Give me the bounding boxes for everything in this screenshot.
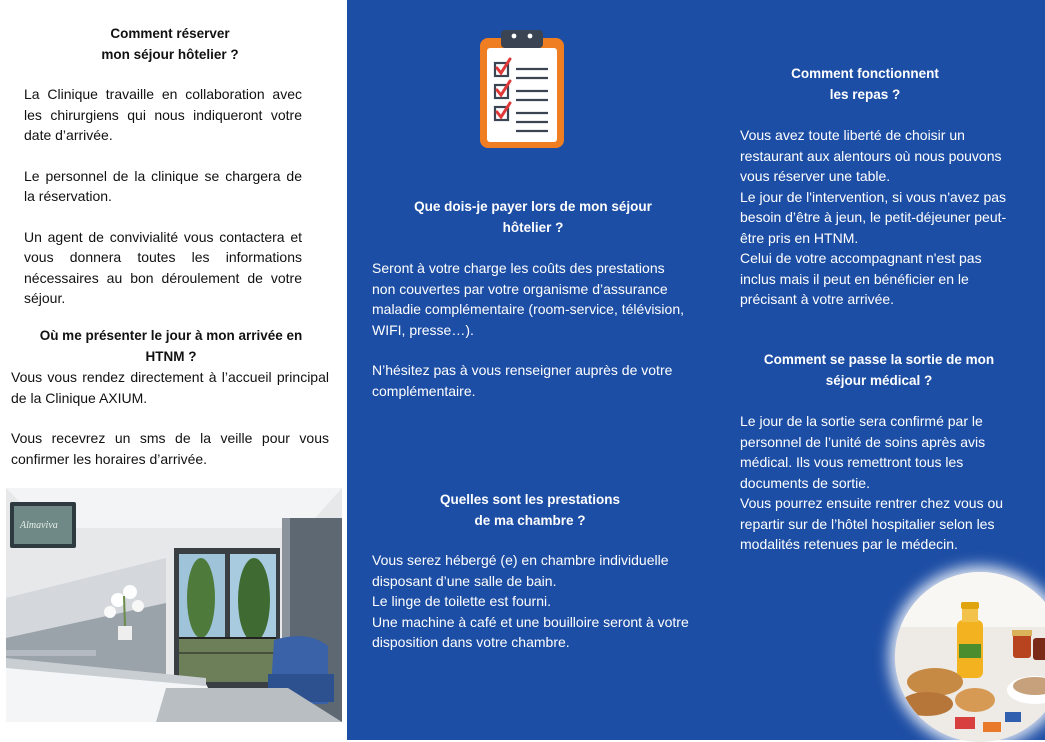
section-title-discharge: Comment se passe la sortie de mon séjour médical ? <box>763 352 995 388</box>
paragraph: Le personnel de la clinique se chargera de la réservation. <box>24 167 302 204</box>
paragraph: Vous serez hébergé (e) en chambre individuelle disposant d’une salle de bain. <box>372 552 669 589</box>
arrival-text <box>11 367 329 469</box>
paragraph: Le linge de toilette est fourni. <box>372 593 552 609</box>
section-title-room-services: Quelles sont les prestations de ma chambre ? <box>439 492 621 528</box>
paragraph: Seront à votre charge les coûts des prestations non couvertes par votre organisme d’assurance maladie complémentaire (room-service, télévision, WIFI, presse…). <box>372 260 685 338</box>
paragraph: La Clinique travaille en collaboration avec les chirurgiens qui nous indiqueront votre date d’arrivée. <box>24 86 302 143</box>
payment-text <box>372 258 690 401</box>
section-title-meals: Comment fonctionnent les repas ? <box>791 66 939 102</box>
hotel-room-photo <box>6 488 342 722</box>
paragraph: Vous avez toute liberté de choisir un restaurant aux alentours où nous pouvons vous réserver une table. <box>740 127 1002 184</box>
paragraph: Vous pourrez ensuite rentrer chez vous ou repartir sur de l’hôtel hospitalier selon les modalités retenues par le médecin. <box>740 495 1004 552</box>
paragraph: Une machine à café et une bouilloire seront à votre disposition dans votre chambre. <box>372 613 689 650</box>
section-title-payment: Que dois-je payer lors de mon séjour hôtelier ? <box>414 199 652 235</box>
left-panel <box>0 0 347 740</box>
tv-logo-text: Almaviva <box>20 520 58 531</box>
section-title-reservation: Comment réserver mon séjour hôtelier ? <box>101 26 239 62</box>
paragraph: Vous vous rendez directement à l’accueil principal de la Clinique AXIUM. <box>11 369 329 406</box>
paragraph: Vous recevrez un sms de la veille pour vous confirmer les horaires d’arrivée. <box>11 430 329 467</box>
paragraph: Le jour de l'intervention, si vous n'avez pas besoin d’être à jeun, le petit-déjeuner peut-être pris en HTNM. <box>740 188 1007 246</box>
reservation-text <box>24 84 302 309</box>
discharge-text <box>740 411 1015 555</box>
paragraph: Celui de votre accompagnant n'est pas inclus mais il peut en bénéficier en le précisant à votre arrivée. <box>740 250 982 307</box>
paragraph: Un agent de convivialité vous contactera et vous donnera toutes les informations nécessaires au bon déroulement de votre séjour. <box>24 228 302 306</box>
room-services-text <box>372 550 697 653</box>
paragraph: N’hésitez pas à vous renseigner auprès de votre complémentaire. <box>372 362 673 399</box>
paragraph: Le jour de la sortie sera confirmé par le personnel de l’unité de soins après avis médical. Ils vous remettront tous les documents de sortie. <box>740 413 986 491</box>
hotel-room-illustration <box>6 488 342 722</box>
clipboard-checklist-icon <box>476 28 568 150</box>
meals-text <box>740 125 1015 310</box>
section-title-arrival: Où me présenter le jour à mon arrivée en HTNM ? <box>39 328 303 364</box>
